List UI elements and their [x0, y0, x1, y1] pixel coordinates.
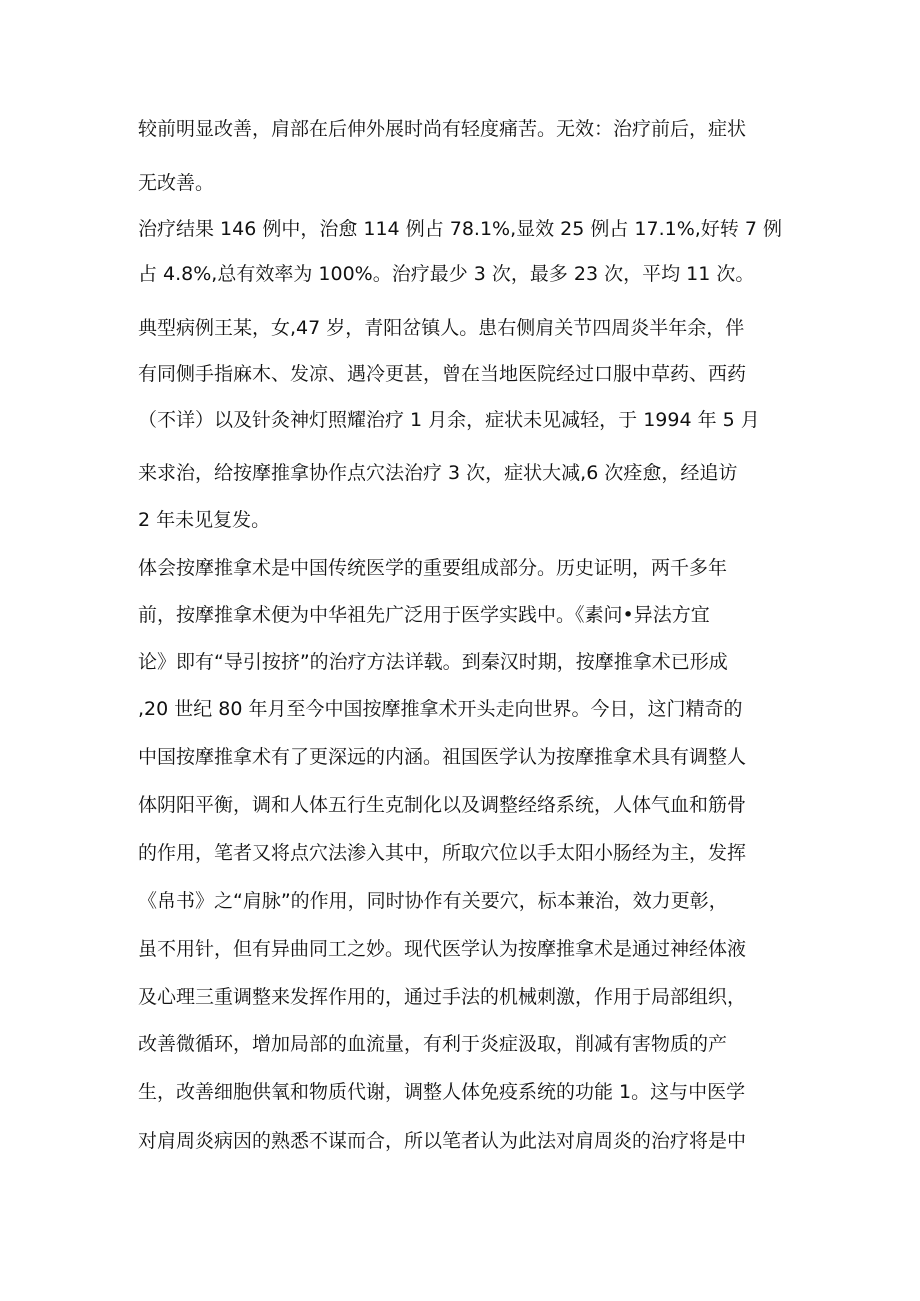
text-line: 对肩周炎病因的熟悉不谋而合，所以笔者认为此法对肩周炎的治疗将是中	[138, 1130, 747, 1152]
text-line: 体会按摩推拿术是中国传统医学的重要组成部分。历史证明，两千多年	[138, 557, 728, 579]
text-line: 较前明显改善，肩部在后伸外展时尚有轻度痛苦。无效：治疗前后，症状	[138, 118, 747, 140]
text-line: 来求治，给按摩推拿协作点穴法治疗 3 次，症状大减,6 次痊愈，经追访	[138, 462, 738, 484]
text-line: （不详）以及针灸神灯照耀治疗 1 月余，症状未见减轻，于 1994 年 5 月	[138, 409, 760, 431]
text-line: 中国按摩推拿术有了更深远的内涵。祖国医学认为按摩推拿术具有调整人	[138, 746, 747, 768]
text-line: 2 年未见复发。	[138, 509, 271, 531]
text-line: 论》即有“导引按挤”的治疗方法详载。到秦汉时期，按摩推拿术已形成	[138, 651, 728, 673]
text-line: 生，改善细胞供氧和物质代谢，调整人体免疫系统的功能 1。这与中医学	[138, 1081, 746, 1103]
text-line: 前，按摩推拿术便为中华祖先广泛用于医学实践中。《素问•异法方宜	[138, 604, 710, 626]
text-line: 虽不用针，但有异曲同工之妙。现代医学认为按摩推拿术是通过神经体液	[138, 938, 747, 960]
text-line: ,20 世纪 80 年月至今中国按摩推拿术开头走向世界。今日，这门精奇的	[138, 698, 743, 720]
text-line: 典型病例王某，女,47 岁，青阳岔镇人。患右侧肩关节四周炎半年余，伴	[138, 317, 745, 339]
text-line: 无改善。	[138, 172, 215, 194]
text-line: 有同侧手指麻木、发凉、遇冷更甚，曾在当地医院经过口服中草药、西药	[138, 363, 747, 385]
text-line: 《帛书》之“肩脉”的作用，同时协作有关要穴，标本兼治，效力更彰，	[138, 890, 728, 912]
text-line: 治疗结果 146 例中，治愈 114 例占 78.1%,显效 25 例占 17.1%,好转 7 例	[138, 218, 782, 240]
text-line: 占 4.8%,总有效率为 100%。治疗最少 3 次，最多 23 次，平均 11 次。	[138, 263, 755, 285]
text-line: 体阴阳平衡，调和人体五行生克制化以及调整经络系统，人体气血和筋骨	[138, 794, 747, 816]
text-line: 及心理三重调整来发挥作用的，通过手法的机械刺激，作用于局部组织，	[138, 986, 747, 1008]
text-line: 的作用，笔者又将点穴法渗入其中，所取穴位以手太阳小肠经为主，发挥	[138, 842, 747, 864]
text-line: 改善微循环，增加局部的血流量，有利于炎症汲取，削减有害物质的产	[138, 1033, 728, 1055]
